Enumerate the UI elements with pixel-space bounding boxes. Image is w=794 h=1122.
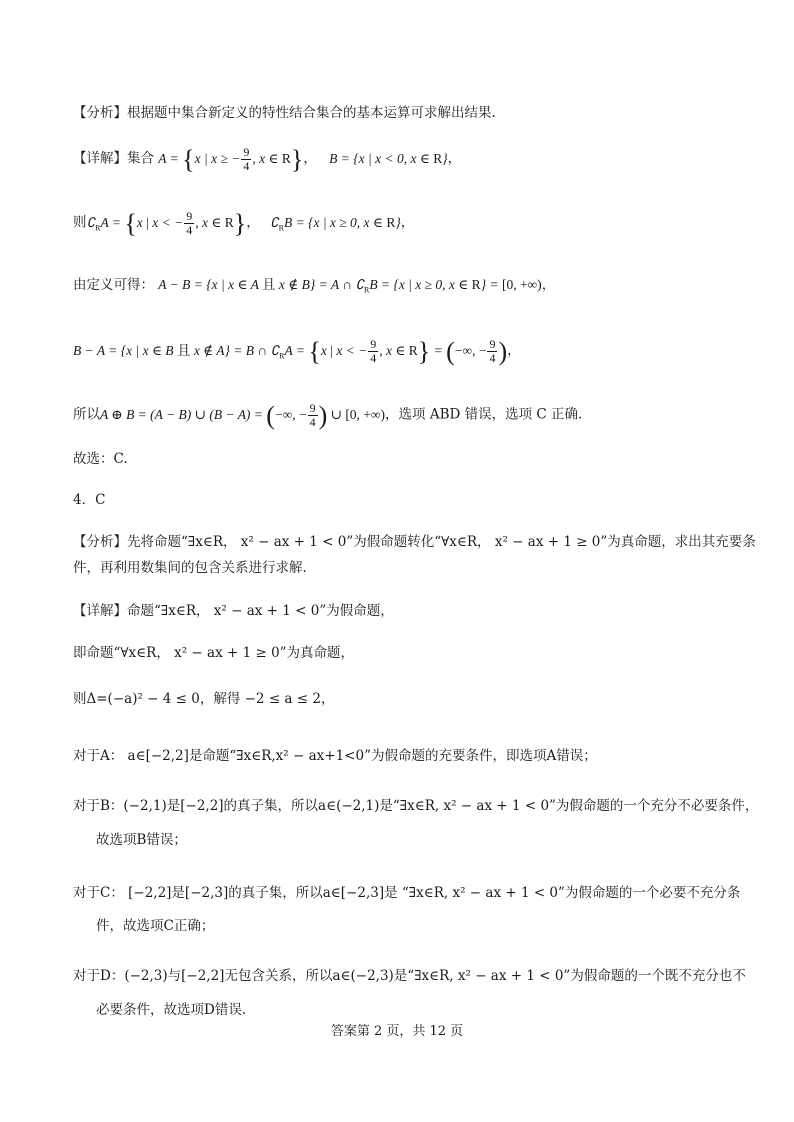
q3-complements: 则$∁_RA = \{x$ | x < − $\frac{9}{4}$ , x ∈ R}， $∁_RB = \{x$ | x ≥ 0, x ∈ R}， bbox=[73, 208, 415, 238]
q3-so: 所以 bbox=[73, 406, 100, 423]
q3-symmetric-difference: 所以A ⊕ B = (A − B) ∪ (B − A) = (−∞, − $\frac{9}{4}$ ) ∪ [0, +∞)，选项 ABD 错误，选项 C 正确. bbox=[73, 400, 583, 430]
q4-option-a: 对于A： a∈[−2,2]是命题“∃x∈R,x² − ax+1<0”为假命题的充要条件，即选项A错误； bbox=[73, 748, 597, 764]
q3-a-minus-b: 由定义可得： A − B = {x | x ∈ A 且 x ∉ B} = A ∩ $∁_RB = \{x$ | x ≥ 0, x ∈ R} = [0, +∞)， bbox=[73, 277, 556, 295]
q4-analysis-1: 【分析】先将命题“∃x∈R， x² − ax + 1 < 0”为假命题转化“∀x∈R， x² − ax + 1 ≥ 0”为真命题，求出其充要条 bbox=[73, 534, 756, 550]
complement-b: $∁_RB = \{x$ | x ≥ 0, x ∈ R} bbox=[270, 214, 401, 233]
q3-analysis: 【分析】根据题中集合新定义的特性结合集合的基本运算可求解出结果. bbox=[73, 105, 496, 121]
page-footer: 答案第 2 页，共 12 页 bbox=[330, 1024, 464, 1039]
q3-detail-sets: 【详解】集合 A = {x | x ≥ − $\frac{9}{4}$ , x ∈ R}， B = {x | x < 0, x ∈ R}， bbox=[73, 144, 462, 174]
q4-option-d-1: 对于D：(−2,3)与[−2,2]无包含关系，所以a∈(−2,3)是“∃x∈R, x² − ax + 1 < 0”为假命题的一个既不充分也不 bbox=[73, 968, 746, 984]
q4-option-c-2: 件，故选项C正确； bbox=[96, 918, 215, 934]
q4-detail-3: 则Δ=(−a)² − 4 ≤ 0，解得 −2 ≤ a ≤ 2， bbox=[73, 691, 335, 707]
set-a-definition: A = {x | x ≥ − $\frac{9}{4}$ , x ∈ R} bbox=[158, 144, 304, 174]
q3-answer: 故选：C. bbox=[73, 451, 128, 467]
q3-result: ，选项 ABD 错误，选项 C 正确. bbox=[385, 406, 583, 423]
q4-option-c-1: 对于C： [−2,2]是[−2,3]的真子集，所以a∈[−2,3]是 “∃x∈R, x² − ax + 1 < 0”为假命题的一个必要不充分条 bbox=[73, 885, 741, 901]
complement-a: $∁_RA = \{x$ | x < − $\frac{9}{4}$ , x ∈ R} bbox=[86, 208, 247, 238]
q3-detail-label: 【详解】集合 bbox=[73, 150, 154, 167]
q4-number: 4．C bbox=[73, 492, 106, 508]
q4-option-d-2: 必要条件，故选项D错误. bbox=[96, 1002, 247, 1018]
q4-analysis-2: 件，再利用数集间的包含关系进行求解. bbox=[73, 560, 307, 576]
q3-b-minus-a: B − A = {x | x ∈ B 且 x ∉ A} = B ∩ $∁_RA = \{x$ | x < − $\frac{9}{4}$ , x ∈ R} = (−∞, − $\frac{9}{4}$ )， bbox=[73, 336, 521, 366]
q3-def-label: 由定义可得： bbox=[73, 277, 154, 293]
q4-detail-2: 即命题“∀x∈R， x² − ax + 1 ≥ 0”为真命题， bbox=[73, 645, 355, 661]
q4-option-b-2: 故选项B错误； bbox=[96, 832, 187, 848]
q4-detail-1: 【详解】命题“∃x∈R， x² − ax + 1 < 0”为假命题， bbox=[73, 603, 394, 619]
set-b-definition: B = {x | x < 0, x ∈ R} bbox=[329, 150, 448, 166]
q3-then: 则 bbox=[73, 214, 87, 231]
q4-option-b-1: 对于B：(−2,1)是[−2,2]的真子集，所以a∈(−2,1)是“∃x∈R, x² − ax + 1 < 0”为假命题的一个充分不必要条件， bbox=[73, 798, 759, 814]
